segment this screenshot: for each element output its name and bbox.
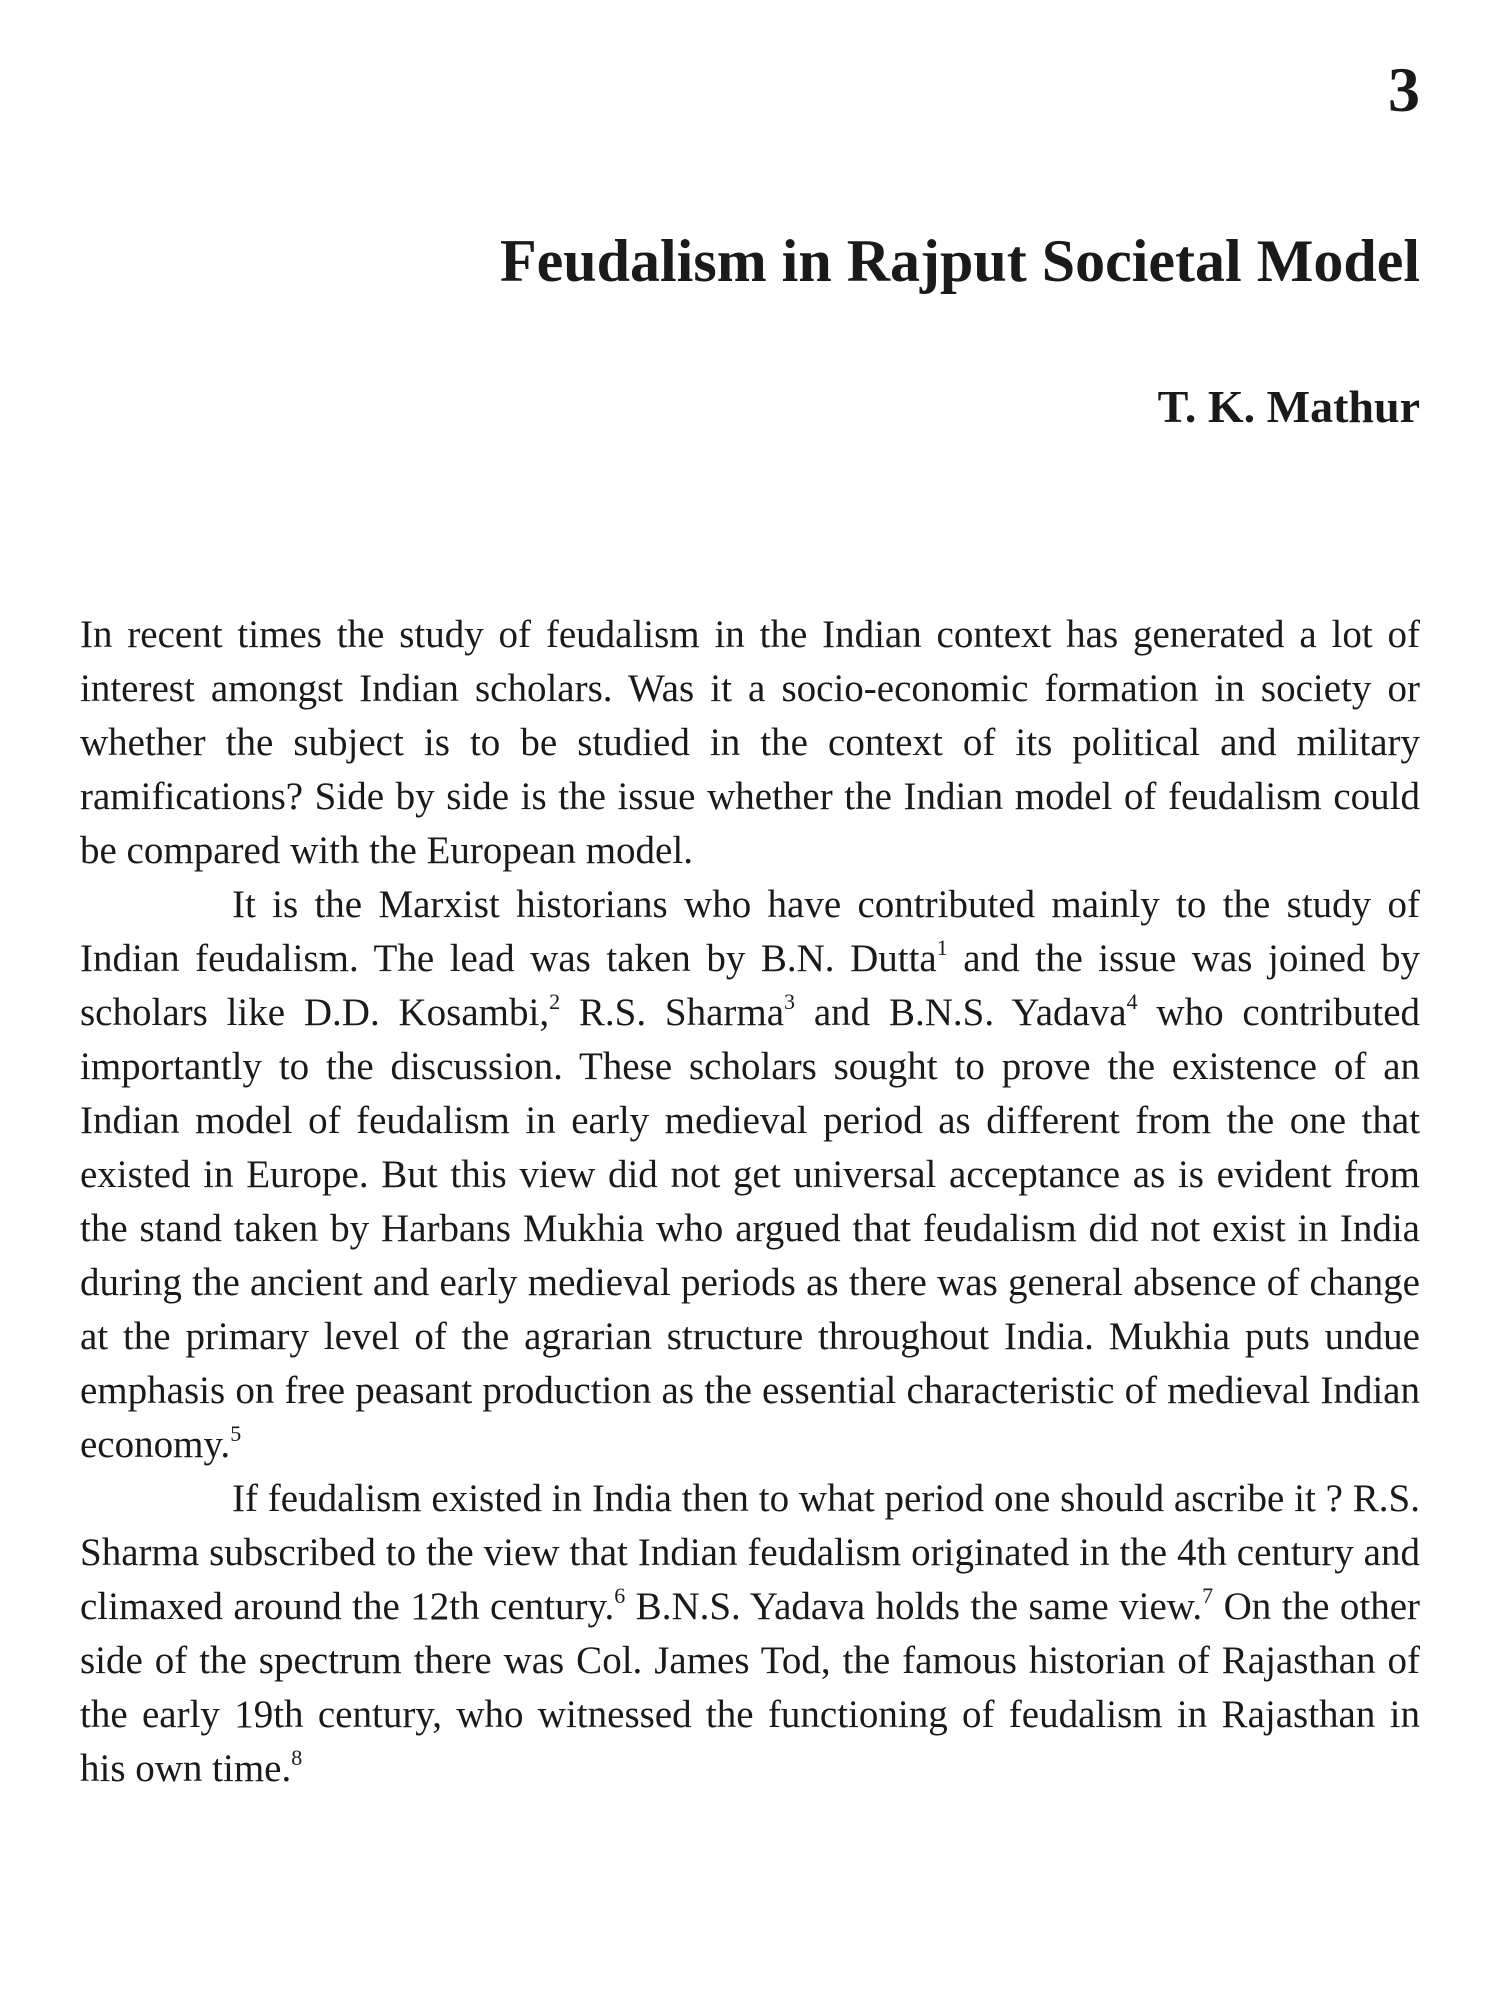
- paragraph-text: R.S. Sharma: [560, 991, 785, 1034]
- paragraph-2: [80, 878, 1420, 1472]
- chapter-body: [80, 608, 1420, 1796]
- paragraph-text: who contributed importantly to the discussion. These scholars sought to prove the existence of an Indian model of feudalism in early medieval period as different from the one that existed in Europe. But this view did not get universal acceptance as is evident from the stand taken by Harbans Mukhia who argued that feudalism did not exist in India during the ancient and early medieval periods as there was general absence of change at the primary level of the agrarian structure throughout India. Mukhia puts undue emphasis on free peasant production as the essential characteristic of medieval Indian economy.: [80, 991, 1421, 1466]
- paragraph-text: If feudalism existed in India then to what period one should ascribe it ? R.S. Sharma subscribed to the view that Indian feudalism originated in the 4th century and climaxed around the 12th century.: [80, 1477, 1420, 1628]
- footnote-ref-4: 4: [1126, 989, 1138, 1014]
- paragraph-text: and the issue was joined by scholars like D.D. Kosambi,: [80, 937, 1420, 1034]
- paragraph-text: On the other side of the spectrum there was Col. James Tod, the famous historian of Rajasthan of the early 19th century, who witnessed the functioning of feudalism in Rajasthan in his own time.: [80, 1585, 1420, 1790]
- footnote-ref-7: 7: [1202, 1583, 1214, 1608]
- paragraph-text: In recent times the study of feudalism in the Indian context has generated a lot of interest amongst Indian scholars. Was it a socio-economic formation in society or whether the subject is to be studied in the context of its political and military ramifications? Side by side is the issue whether the Indian model of feudalism could be compared with the European model.: [80, 613, 1420, 872]
- paragraph-text: B.N.S. Yadava holds the same view.: [625, 1585, 1203, 1628]
- paragraph-3: [80, 1472, 1420, 1796]
- footnote-ref-1: 1: [936, 935, 948, 960]
- footnote-ref-5: 5: [230, 1421, 242, 1446]
- footnote-ref-2: 2: [549, 989, 561, 1014]
- paragraph-1: [80, 608, 1420, 878]
- paragraph-text: and B.N.S. Yadava: [795, 991, 1127, 1034]
- footnote-ref-3: 3: [784, 989, 796, 1014]
- chapter-number: 3: [1388, 54, 1420, 125]
- chapter-title: Feudalism in Rajput Societal Model: [499, 228, 1420, 294]
- author-name: T. K. Mathur: [1157, 381, 1420, 432]
- footnote-ref-6: 6: [614, 1583, 626, 1608]
- footnote-ref-8: 8: [291, 1745, 303, 1770]
- paragraph-text: It is the Marxist historians who have contributed mainly to the study of Indian feudalism. The lead was taken by B.N. Dutta: [80, 883, 1420, 980]
